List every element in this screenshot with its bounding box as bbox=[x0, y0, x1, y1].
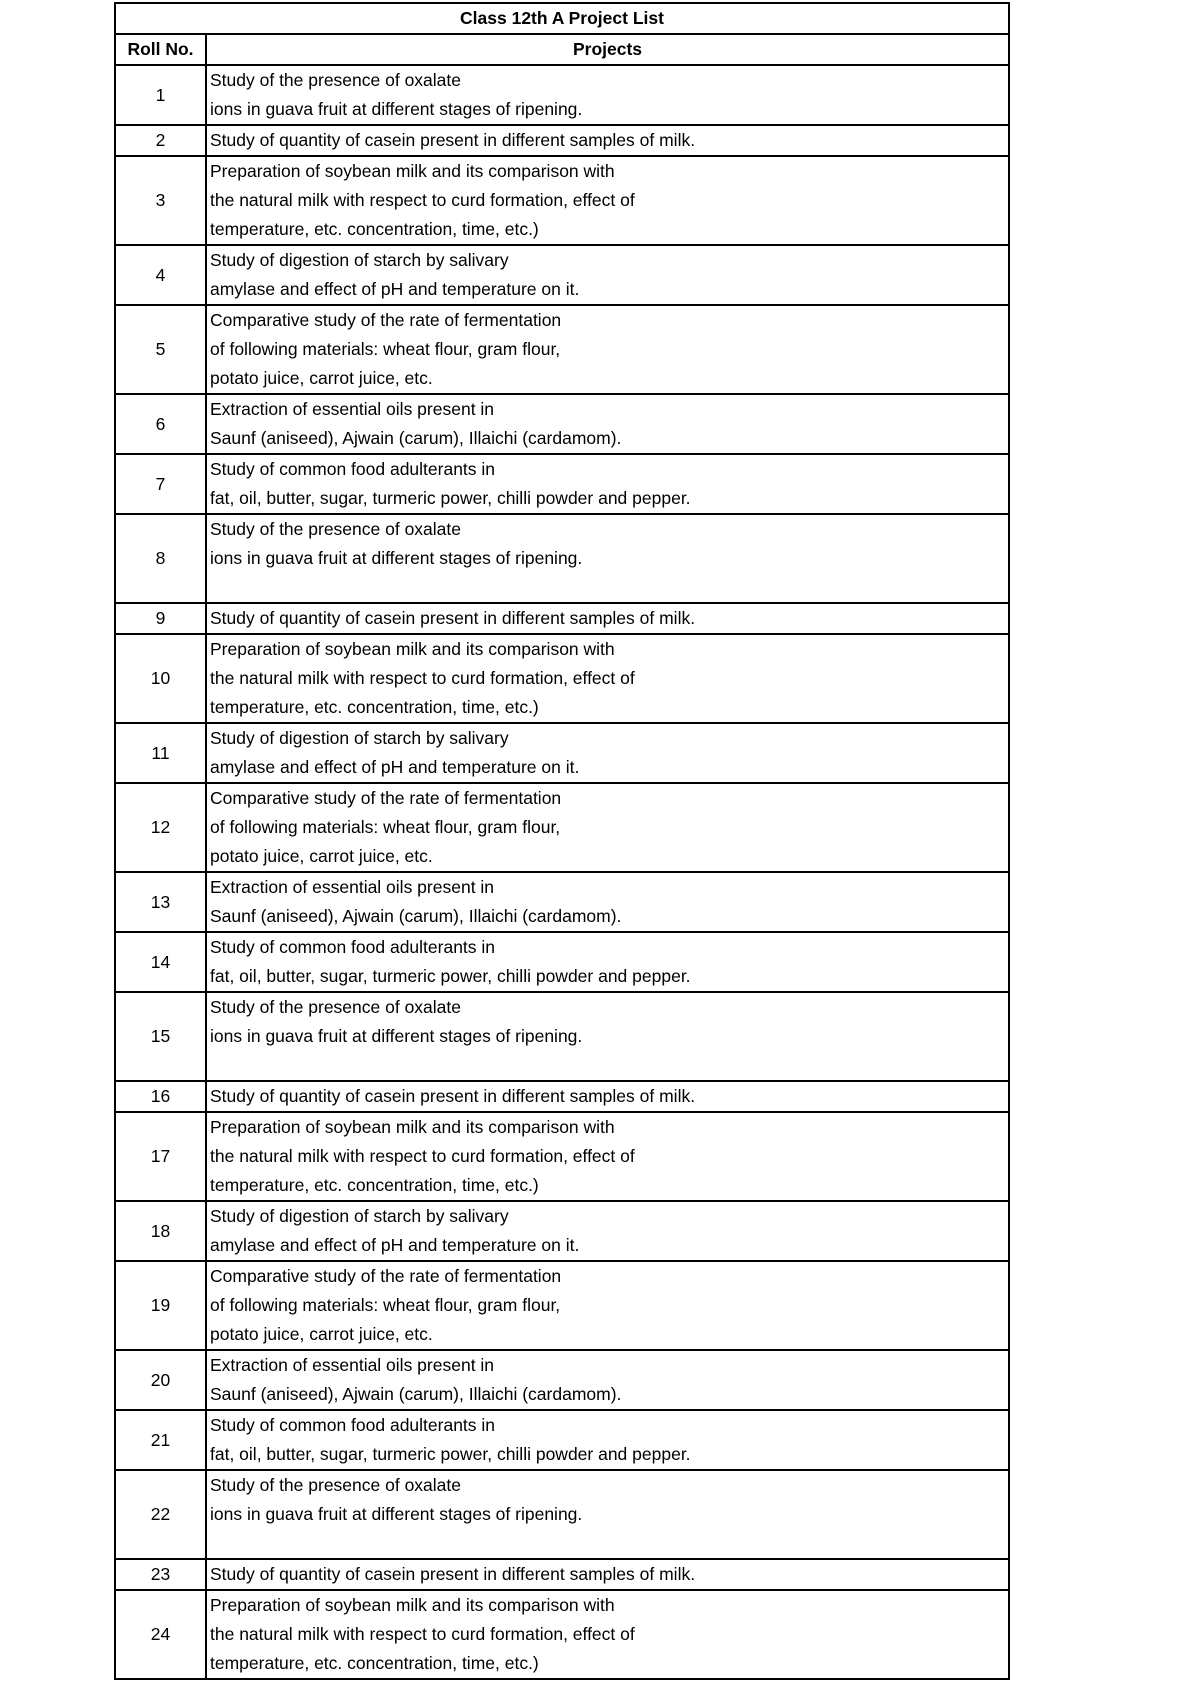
table-row bbox=[115, 603, 1009, 634]
project-line: Study of the presence of oxalate bbox=[210, 1475, 461, 1495]
header-projects: Projects bbox=[206, 34, 1009, 65]
table-row bbox=[115, 992, 1009, 1081]
blank-line bbox=[210, 1051, 1008, 1080]
project-line: temperature, etc. concentration, time, etc.) bbox=[210, 1653, 539, 1673]
roll-number: 19 bbox=[115, 1261, 206, 1350]
project-line: Study of common food adulterants in bbox=[210, 937, 496, 957]
table-row bbox=[115, 1112, 1009, 1201]
project-line: Study of the presence of oxalate bbox=[210, 997, 461, 1017]
table-row bbox=[115, 394, 1009, 454]
project-line: potato juice, carrot juice, etc. bbox=[210, 1324, 433, 1344]
table-row bbox=[115, 723, 1009, 783]
project-description bbox=[206, 1350, 1009, 1410]
table-row bbox=[115, 1261, 1009, 1350]
project-line: of following materials: wheat flour, gram flour, bbox=[210, 339, 561, 359]
project-description bbox=[206, 872, 1009, 932]
project-line: ions in guava fruit at different stages of ripening. bbox=[210, 99, 583, 119]
project-line: temperature, etc. concentration, time, etc.) bbox=[210, 1175, 539, 1195]
project-description bbox=[206, 723, 1009, 783]
project-line: of following materials: wheat flour, gram flour, bbox=[210, 1295, 561, 1315]
project-line: the natural milk with respect to curd formation, effect of bbox=[210, 190, 635, 210]
project-line: amylase and effect of pH and temperature on it. bbox=[210, 279, 580, 299]
roll-number: 5 bbox=[115, 305, 206, 394]
project-line: Preparation of soybean milk and its comparison with bbox=[210, 639, 615, 659]
project-line: the natural milk with respect to curd formation, effect of bbox=[210, 1146, 635, 1166]
project-description bbox=[206, 125, 1009, 156]
project-line: Study of quantity of casein present in different samples of milk. bbox=[210, 1086, 696, 1106]
roll-number: 12 bbox=[115, 783, 206, 872]
blank-line bbox=[210, 573, 1008, 602]
project-line: Saunf (aniseed), Ajwain (carum), Illaichi (cardamom). bbox=[210, 1384, 622, 1404]
project-line: Study of common food adulterants in bbox=[210, 1415, 496, 1435]
project-line: Comparative study of the rate of fermentation bbox=[210, 788, 562, 808]
project-line: Study of digestion of starch by salivary bbox=[210, 1206, 509, 1226]
table-row bbox=[115, 305, 1009, 394]
roll-number: 1 bbox=[115, 65, 206, 125]
project-line: Study of the presence of oxalate bbox=[210, 70, 461, 90]
project-description bbox=[206, 1112, 1009, 1201]
project-description bbox=[206, 783, 1009, 872]
project-description bbox=[206, 1559, 1009, 1590]
project-description bbox=[206, 1081, 1009, 1112]
project-line: Study of digestion of starch by salivary bbox=[210, 250, 509, 270]
roll-number: 23 bbox=[115, 1559, 206, 1590]
project-line: potato juice, carrot juice, etc. bbox=[210, 368, 433, 388]
project-line: Extraction of essential oils present in bbox=[210, 1355, 495, 1375]
project-line: Study of digestion of starch by salivary bbox=[210, 728, 509, 748]
project-line: fat, oil, butter, sugar, turmeric power, chilli powder and pepper. bbox=[210, 488, 691, 508]
roll-number: 20 bbox=[115, 1350, 206, 1410]
project-line: amylase and effect of pH and temperature on it. bbox=[210, 757, 580, 777]
project-line: Comparative study of the rate of fermentation bbox=[210, 310, 562, 330]
roll-number: 16 bbox=[115, 1081, 206, 1112]
project-description bbox=[206, 1590, 1009, 1679]
roll-number: 3 bbox=[115, 156, 206, 245]
table-row bbox=[115, 1470, 1009, 1559]
table-row bbox=[115, 634, 1009, 723]
blank-line bbox=[210, 1529, 1008, 1558]
project-line: Study of quantity of casein present in different samples of milk. bbox=[210, 130, 696, 150]
table-row bbox=[115, 1559, 1009, 1590]
project-line: Preparation of soybean milk and its comparison with bbox=[210, 161, 615, 181]
project-description bbox=[206, 156, 1009, 245]
project-line: Study of quantity of casein present in different samples of milk. bbox=[210, 608, 696, 628]
table-row bbox=[115, 125, 1009, 156]
roll-number: 4 bbox=[115, 245, 206, 305]
project-line: of following materials: wheat flour, gram flour, bbox=[210, 817, 561, 837]
project-line: Comparative study of the rate of fermentation bbox=[210, 1266, 562, 1286]
project-line: amylase and effect of pH and temperature on it. bbox=[210, 1235, 580, 1255]
header-roll-no: Roll No. bbox=[115, 34, 206, 65]
roll-number: 9 bbox=[115, 603, 206, 634]
project-list-table bbox=[114, 2, 1010, 1680]
project-line: fat, oil, butter, sugar, turmeric power, chilli powder and pepper. bbox=[210, 1444, 691, 1464]
project-line: fat, oil, butter, sugar, turmeric power, chilli powder and pepper. bbox=[210, 966, 691, 986]
table-row bbox=[115, 1410, 1009, 1470]
project-line: ions in guava fruit at different stages of ripening. bbox=[210, 1026, 583, 1046]
table-row bbox=[115, 514, 1009, 603]
title-row bbox=[115, 3, 1009, 34]
table-row bbox=[115, 65, 1009, 125]
project-description bbox=[206, 932, 1009, 992]
table-row bbox=[115, 783, 1009, 872]
project-line: the natural milk with respect to curd formation, effect of bbox=[210, 1624, 635, 1644]
project-line: potato juice, carrot juice, etc. bbox=[210, 846, 433, 866]
project-line: Saunf (aniseed), Ajwain (carum), Illaichi (cardamom). bbox=[210, 906, 622, 926]
project-description bbox=[206, 992, 1009, 1081]
project-description bbox=[206, 1410, 1009, 1470]
roll-number: 15 bbox=[115, 992, 206, 1081]
table-row bbox=[115, 1201, 1009, 1261]
roll-number: 11 bbox=[115, 723, 206, 783]
roll-number: 18 bbox=[115, 1201, 206, 1261]
roll-number: 2 bbox=[115, 125, 206, 156]
roll-number: 22 bbox=[115, 1470, 206, 1559]
table-title: Class 12th A Project List bbox=[115, 3, 1009, 34]
table-row bbox=[115, 245, 1009, 305]
project-line: Study of common food adulterants in bbox=[210, 459, 496, 479]
table-row bbox=[115, 156, 1009, 245]
project-line: ions in guava fruit at different stages of ripening. bbox=[210, 548, 583, 568]
project-line: ions in guava fruit at different stages of ripening. bbox=[210, 1504, 583, 1524]
project-description bbox=[206, 1201, 1009, 1261]
roll-number: 14 bbox=[115, 932, 206, 992]
roll-number: 7 bbox=[115, 454, 206, 514]
table-body bbox=[115, 65, 1009, 1679]
project-description bbox=[206, 394, 1009, 454]
project-description bbox=[206, 1261, 1009, 1350]
table-row bbox=[115, 1590, 1009, 1679]
project-line: temperature, etc. concentration, time, etc.) bbox=[210, 219, 539, 239]
project-description bbox=[206, 305, 1009, 394]
project-line: Preparation of soybean milk and its comparison with bbox=[210, 1117, 615, 1137]
header-row bbox=[115, 34, 1009, 65]
roll-number: 6 bbox=[115, 394, 206, 454]
project-description bbox=[206, 1470, 1009, 1559]
roll-number: 21 bbox=[115, 1410, 206, 1470]
table-row bbox=[115, 932, 1009, 992]
roll-number: 10 bbox=[115, 634, 206, 723]
table-row bbox=[115, 454, 1009, 514]
project-line: Extraction of essential oils present in bbox=[210, 399, 495, 419]
project-line: Study of the presence of oxalate bbox=[210, 519, 461, 539]
project-description bbox=[206, 603, 1009, 634]
project-line: Saunf (aniseed), Ajwain (carum), Illaichi (cardamom). bbox=[210, 428, 622, 448]
roll-number: 24 bbox=[115, 1590, 206, 1679]
project-line: Preparation of soybean milk and its comparison with bbox=[210, 1595, 615, 1615]
project-description bbox=[206, 454, 1009, 514]
project-line: the natural milk with respect to curd formation, effect of bbox=[210, 668, 635, 688]
project-description bbox=[206, 634, 1009, 723]
table-row bbox=[115, 1350, 1009, 1410]
table-row bbox=[115, 872, 1009, 932]
roll-number: 8 bbox=[115, 514, 206, 603]
table-row bbox=[115, 1081, 1009, 1112]
project-line: Study of quantity of casein present in different samples of milk. bbox=[210, 1564, 696, 1584]
roll-number: 17 bbox=[115, 1112, 206, 1201]
project-line: Extraction of essential oils present in bbox=[210, 877, 495, 897]
project-description bbox=[206, 514, 1009, 603]
roll-number: 13 bbox=[115, 872, 206, 932]
project-description bbox=[206, 245, 1009, 305]
project-line: temperature, etc. concentration, time, etc.) bbox=[210, 697, 539, 717]
project-description bbox=[206, 65, 1009, 125]
